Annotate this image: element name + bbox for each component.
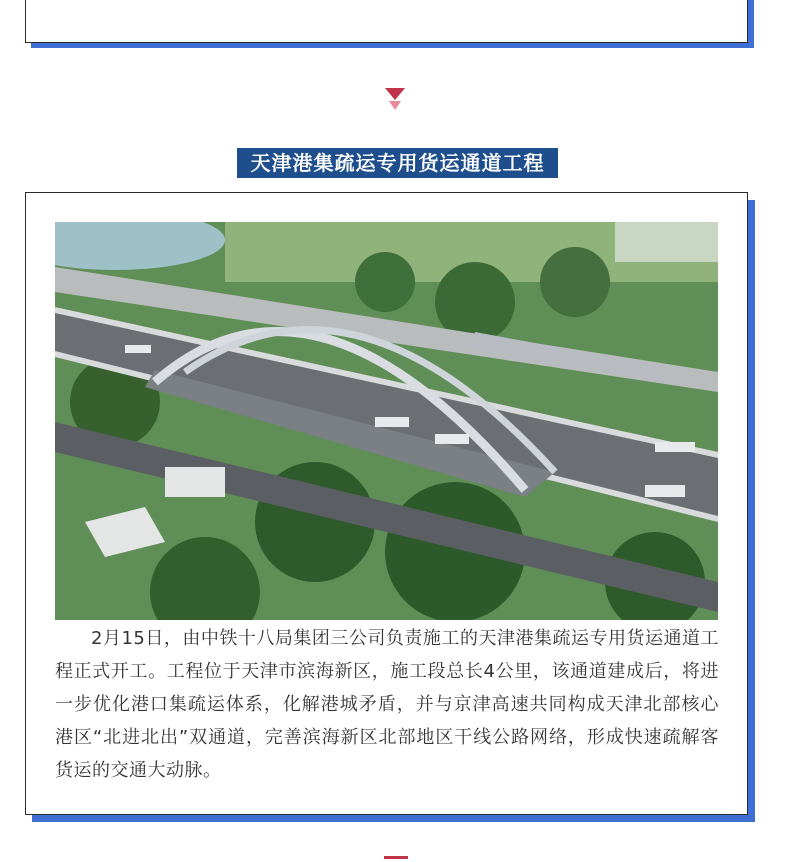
- article-card: [25, 192, 748, 815]
- top-card: [25, 0, 748, 43]
- bridge-rendering-image: [55, 222, 718, 620]
- article-paragraph: 2月15日，由中铁十八局集团三公司负责施工的天津港集疏运专用货运通道工程正式开工。工程位于天津市滨海新区，施工段总长4公里，该通道建成后，将进一步优化港口集疏运体系，化解港城矛盾，并与京津高速共同构成天津北部核心港区“北进北出”双通道，完善滨海新区北部地区干线公路网络，形成快速疏解客货运的交通大动脉。: [55, 628, 719, 781]
- double-chevron-down-icon: [384, 86, 406, 112]
- next-divider-mark: [384, 856, 408, 859]
- section-title: 天津港集疏运专用货运通道工程: [237, 148, 558, 178]
